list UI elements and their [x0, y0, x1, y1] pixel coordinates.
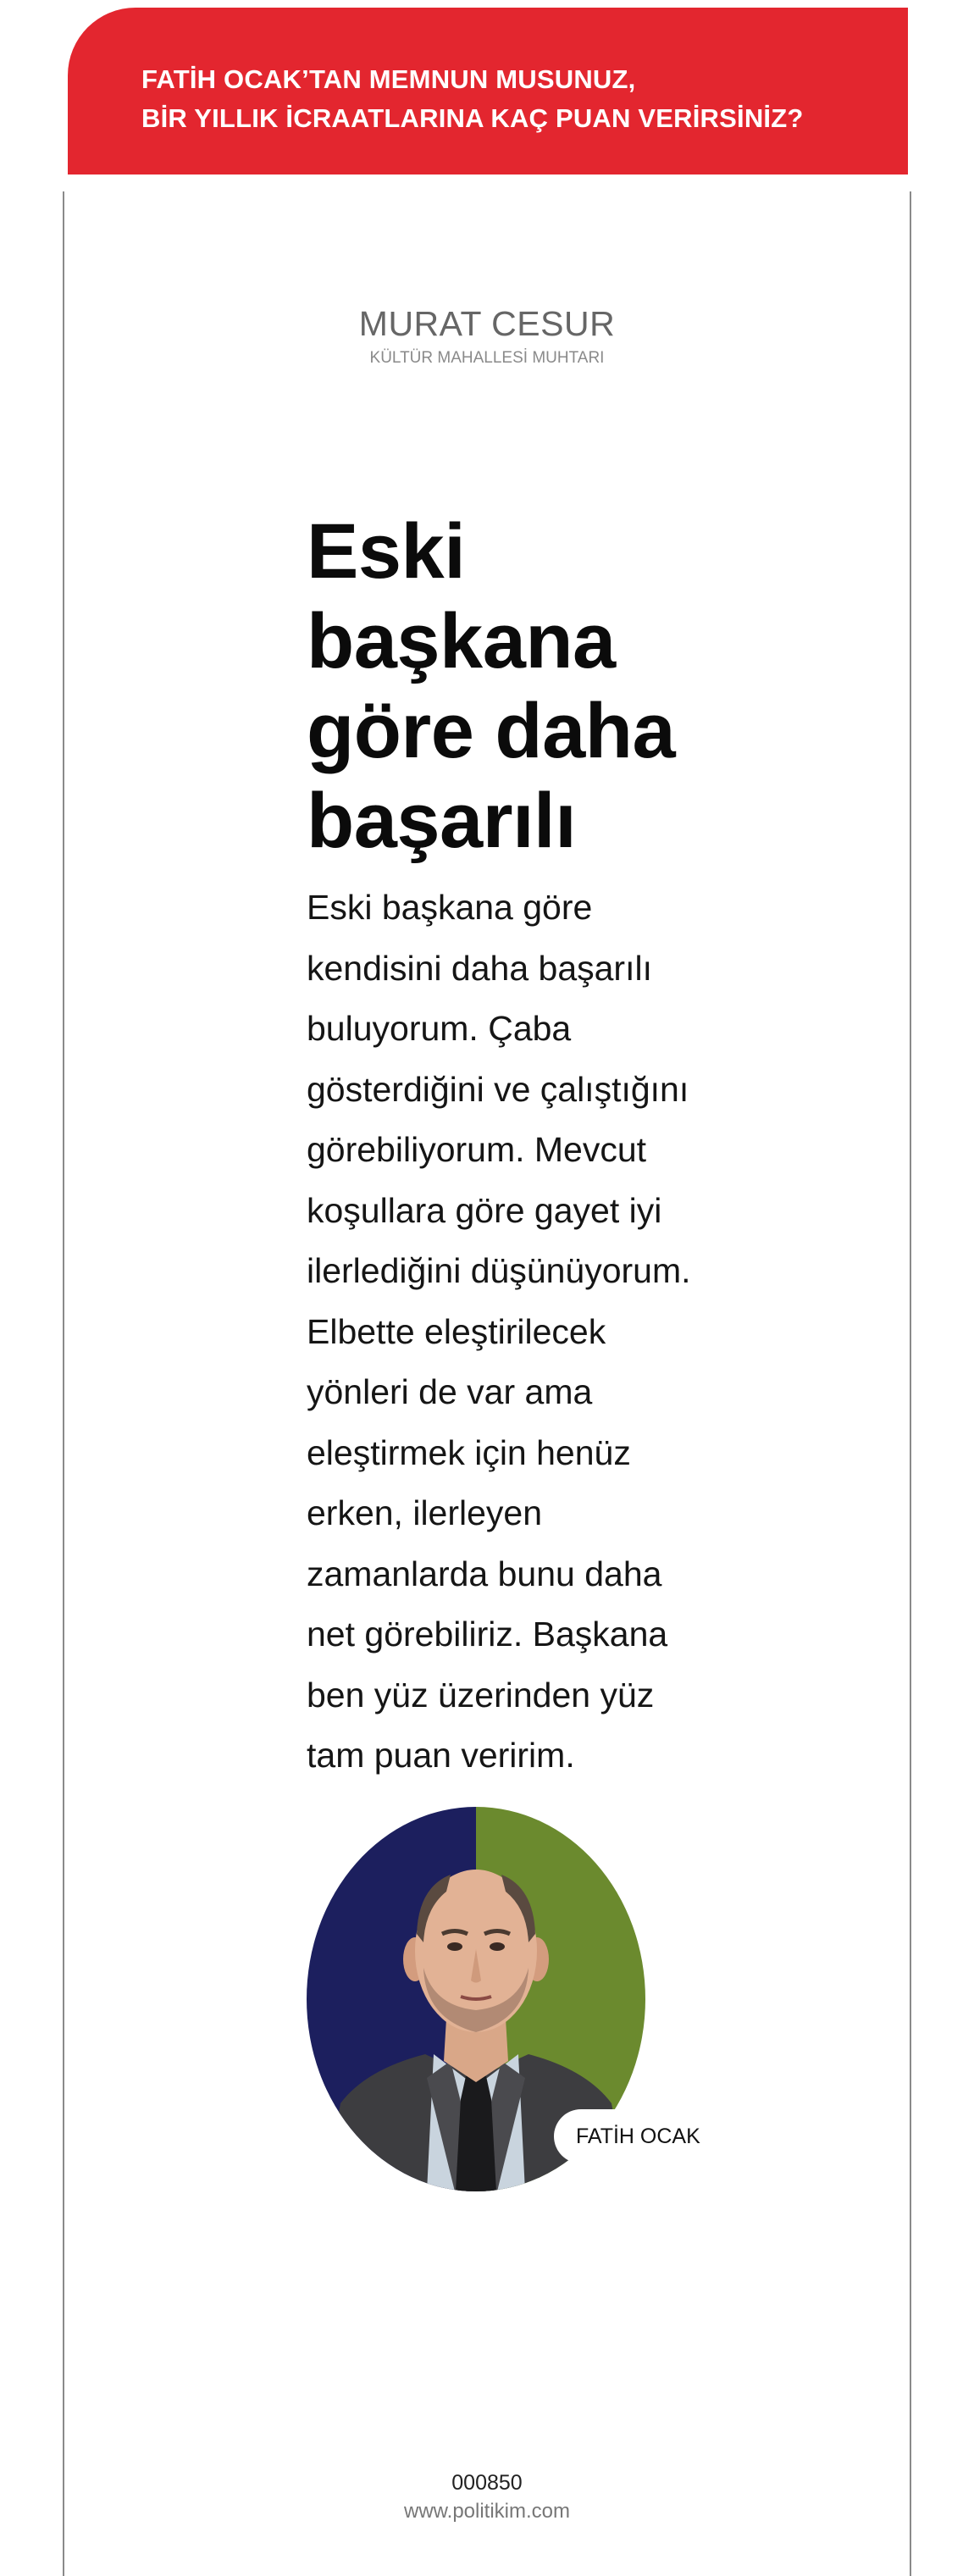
footer	[0, 2468, 974, 2526]
article-headline: Eski başkana göre daha başarılı	[307, 508, 676, 864]
footer-code: 000850	[451, 2471, 523, 2495]
left-eye-shape	[447, 1942, 462, 1951]
author-name: MURAT CESUR	[358, 304, 616, 343]
banner-question-line-2: BİR YILLIK İCRAATLARINA KAÇ PUAN VERİRSİNİZ?	[141, 103, 804, 133]
footer-site-link[interactable]: www.politikim.com	[403, 2500, 571, 2523]
author-block	[0, 302, 974, 370]
photo-caption: FATİH OCAK	[554, 2109, 722, 2163]
article	[307, 507, 730, 1787]
frame-right-border	[910, 191, 911, 2576]
article-body: Eski başkana göre kendisini daha başarılı buluyorum. Çaba gösterdiğini ve çalıştığını görebiliyorum. Mevcut koşullara göre gayet iyi ilerlediğini düşünüyorum. Elbette eleştirilecek yönleri de var ama eleştirmek için henüz erken, ilerleyen zamanlarda bunu daha net görebiliriz. Başkana ben yüz üzerinden yüz tam puan veririm.	[307, 888, 691, 1775]
banner-question-line-1: FATİH OCAK’TAN MEMNUN MUSUNUZ,	[141, 64, 636, 94]
frame-left-border	[63, 191, 64, 2576]
author-title: KÜLTÜR MAHALLESİ MUHTARI	[369, 349, 605, 367]
headline-banner	[68, 8, 908, 175]
right-eye-shape	[490, 1942, 505, 1951]
